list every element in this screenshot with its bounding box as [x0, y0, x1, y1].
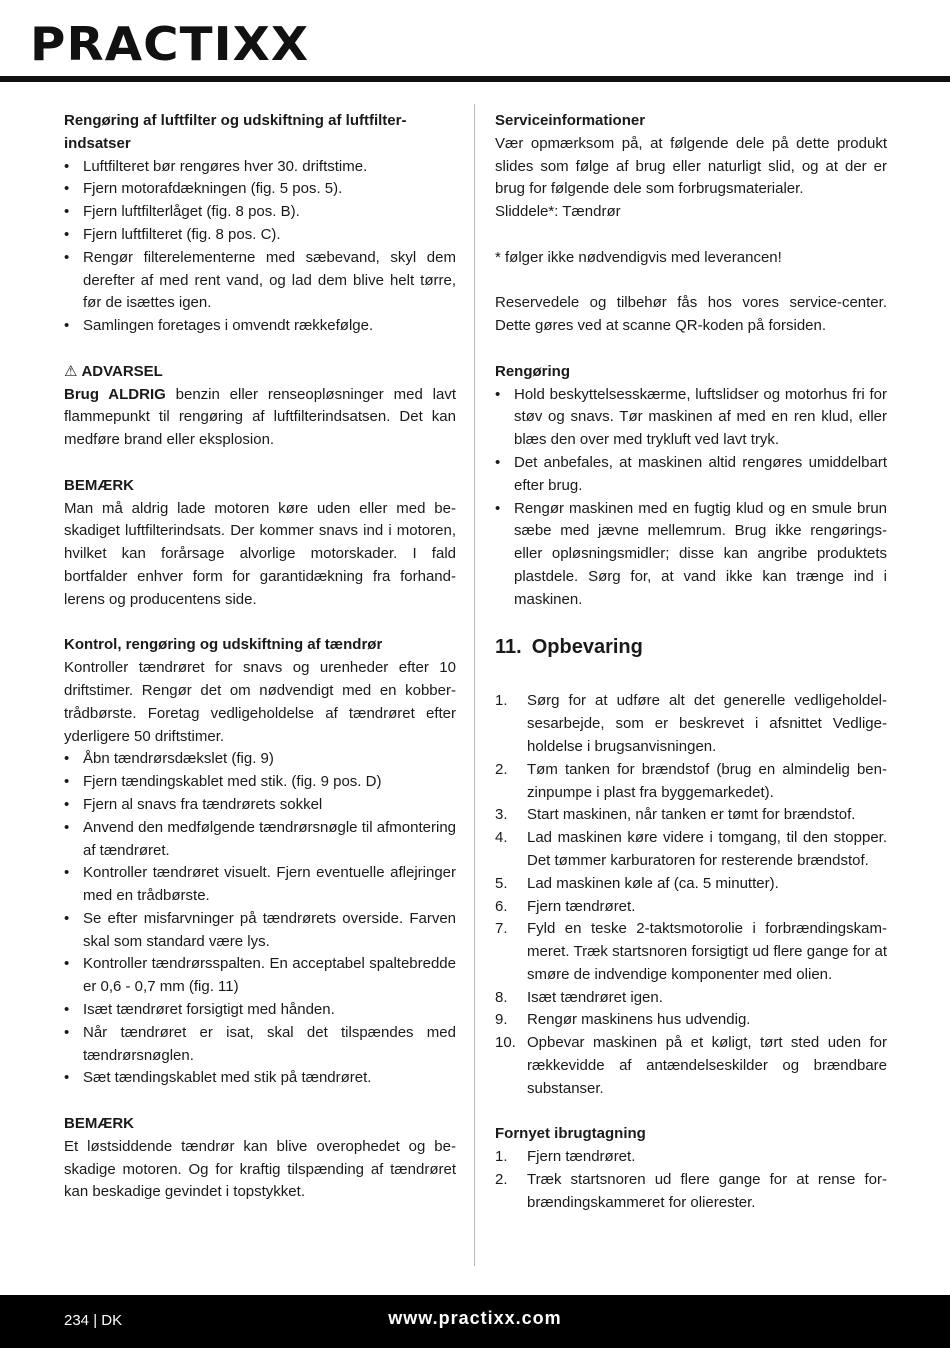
list-item-text: Fjern tændrøret.: [527, 897, 636, 915]
list-item: • Samlingen foretages i omvendt rækkefølge.: [64, 315, 456, 338]
list-item-number: 3.: [495, 806, 508, 824]
list-item-number: 4.: [495, 829, 508, 847]
list-item: [495, 873, 887, 896]
airfilter-heading: Rengøring af luftfilter og udskiftning af luftfilterindsatser: [64, 112, 407, 152]
list-item: • Fjern luftfilterlåget (fig. 8 pos. B).: [64, 201, 456, 224]
list-item-text: Lad maskinen køle af (ca. 5 minutter).: [527, 874, 779, 892]
storage-heading-number: 11.: [495, 636, 522, 659]
service-text: Vær opmærksom på, at følgende dele på dette produkt slides som følge af brug eller naturligt slid, og at der er brug for følgende dele som forbrugsmaterialer.: [495, 134, 887, 198]
list-item: [495, 1146, 887, 1169]
recommission-heading: Fornyet ibrugtagning: [495, 1125, 646, 1143]
warning-text: [64, 384, 456, 452]
list-item: [495, 1009, 887, 1032]
left-column: [64, 110, 456, 1227]
list-item: [495, 896, 887, 919]
warning-section: [64, 361, 456, 452]
list-item: • Isæt tændrøret forsigtigt med hånden.: [64, 999, 456, 1022]
warning-bold: Brug ALDRIG: [64, 385, 166, 403]
spark-list: [64, 748, 456, 1090]
list-item: • Kontroller tændrørsspalten. En acceptabel spaltebredde er 0,6 - 0,7 mm (fig. 11): [64, 953, 456, 999]
storage-heading: [495, 634, 887, 660]
warning-title: ADVARSEL: [81, 362, 163, 380]
page-footer: [0, 1295, 950, 1348]
recommission-section: [495, 1123, 887, 1214]
list-item-number: 5.: [495, 874, 508, 892]
list-item-number: 7.: [495, 920, 508, 938]
list-item-text: Fyld en teske 2-taktsmotorolie i forbrændingskammeret. Træk startsnoren forsigtigt ud flere gange for at smøre de indvendige komponenter med olien.: [527, 920, 887, 983]
note-text-1: Man må aldrig lade motoren køre uden eller med beskadiget luftfilterindsats. Der kommer snavs ind i motoren, hvilket kan forårsage alvorlige motorskader. I fald bortfalder enhver form for garantidækning fra forhandlerens og producentens side.: [64, 499, 456, 608]
list-item: • Rengør filterelementerne med sæbevand, skyl dem derefter af med rent vand, og lad dem blive helt tørre, før de isættes igen.: [64, 247, 456, 315]
airfilter-section: [64, 110, 456, 338]
spark-heading: Kontrol, rengøring og udskiftning af tændrør: [64, 636, 383, 654]
list-item-number: 9.: [495, 1011, 508, 1029]
list-item: • Kontroller tændrøret visuelt. Fjern eventuelle aflejringer med en trådbørste.: [64, 862, 456, 908]
list-item: • Hold beskyttelsesskærme, luftslidser og motorhus fri for støv og snavs. Tør maskinen af med en ren klud, eller blæs den over med trykluft ved lavt tryk.: [495, 384, 887, 452]
service-spares: Reservedele og tilbehør fås hos vores service-center. Dette gøres ved at scanne QR-koden på forsiden.: [495, 294, 887, 335]
cleaning-section: [495, 361, 887, 612]
list-item-text: Sørg for at udføre alt det generelle vedligeholdelsesarbejde, som er beskrevet i afsnittet Vedligeholdelse i brugsanvisningen.: [527, 692, 887, 755]
service-section: [495, 110, 887, 224]
list-item: [495, 690, 887, 758]
list-item-number: 2.: [495, 1171, 508, 1189]
list-item: • Åbn tændrørsdækslet (fig. 9): [64, 748, 456, 771]
list-item: • Fjern al snavs fra tændrørets sokkel: [64, 794, 456, 817]
footer-url: www.practixx.com: [388, 1308, 562, 1328]
list-item: [495, 804, 887, 827]
note-section-1: [64, 475, 456, 612]
list-item-number: 6.: [495, 897, 508, 915]
spark-text: Kontroller tændrøret for snavs og urenheder efter 10 driftstimer. Rengør det om nødvendigt med en kobbertrådbørste. Foretag vedligeholdelse af tændrøret efter yderligere 50 driftstimer.: [64, 659, 456, 745]
list-item: • Rengør maskinen med en fugtig klud og en smule brun sæbe med jævne mellemrum. Brug ikke rengørings- eller opløsningsmidler; disse kan angribe produktets plastdele. Sørg for, at vand ikke kan trænge ind i maskinen.: [495, 498, 887, 612]
list-item: • Fjern motorafdækningen (fig. 5 pos. 5).: [64, 178, 456, 201]
service-spares-section: [495, 292, 887, 338]
list-item: [495, 987, 887, 1010]
note-section-2: [64, 1113, 456, 1204]
brand-logo: PRACTIXX: [30, 17, 310, 71]
storage-section: [495, 690, 887, 1100]
list-item-text: Start maskinen, når tanken er tømt for brændstof.: [527, 806, 856, 824]
cleaning-heading: Rengøring: [495, 362, 570, 380]
note-heading-2: BEMÆRK: [64, 1115, 134, 1133]
storage-heading-title: Opbevaring: [531, 636, 643, 659]
service-wear-parts: Sliddele*: Tændrør: [495, 203, 621, 221]
list-item-text: Træk startsnoren ud flere gange for at rense forbrændingskammeret for olierester.: [527, 1171, 887, 1211]
list-item: [495, 827, 887, 873]
list-item: • Sæt tændingskablet med stik på tændrøret.: [64, 1067, 456, 1090]
list-item-number: 10.: [495, 1034, 516, 1052]
list-item: • Fjern luftfilteret (fig. 8 pos. C).: [64, 224, 456, 247]
list-item-text: Opbevar maskinen på et køligt, tørt sted uden for rækkevidde af antændelseskilder og brændbare substanser.: [527, 1034, 887, 1097]
list-item: • Se efter misfarvninger på tændrørets overside. Farven skal som standard være lys.: [64, 908, 456, 954]
list-item: [495, 1032, 887, 1100]
warning-triangle-icon: ⚠: [64, 362, 78, 380]
list-item: • Det anbefales, at maskinen altid rengøres umiddelbart efter brug.: [495, 452, 887, 498]
list-item-number: 1.: [495, 1148, 508, 1166]
list-item: • Når tændrøret er isat, skal det tilspændes med tændrørsnøglen.: [64, 1022, 456, 1068]
service-footnote: * følger ikke nødvendigvis med leverancen!: [495, 248, 782, 266]
list-item-text: Fjern tændrøret.: [527, 1148, 636, 1166]
service-footnote-section: [495, 247, 887, 270]
airfilter-list: [64, 156, 456, 338]
list-item: • Anvend den medfølgende tændrørsnøgle til afmontering af tændrøret.: [64, 817, 456, 863]
cleaning-list: [495, 384, 887, 612]
recommission-list: [495, 1146, 887, 1214]
header-rule: [0, 76, 950, 82]
warning-heading: [64, 361, 456, 384]
list-item: [495, 759, 887, 805]
list-item-text: Isæt tændrøret igen.: [527, 988, 663, 1006]
list-item-number: 2.: [495, 760, 508, 778]
list-item: • Fjern tændingskablet med stik. (fig. 9 pos. D): [64, 771, 456, 794]
service-heading: Serviceinformationer: [495, 112, 646, 129]
list-item-text: Tøm tanken for brændstof (brug en almindelig benzinpumpe i plast fra byggemarkedet).: [527, 760, 887, 801]
right-column: [495, 110, 887, 1237]
note-heading-1: BEMÆRK: [64, 476, 134, 494]
column-divider: [474, 104, 475, 1266]
list-item-number: 1.: [495, 692, 508, 710]
list-item-text: Rengør maskinens hus udvendig.: [527, 1011, 751, 1029]
list-item: [495, 918, 887, 986]
list-item: [495, 1169, 887, 1215]
spark-section: [64, 634, 456, 1090]
warning-body: benzin eller renseopløsninger med lavt flammepunkt til rengøring af luftfilterindsatsen. Det kan medføre brand eller eksplosion.: [64, 385, 456, 449]
list-item-number: 8.: [495, 988, 508, 1006]
list-item-text: Lad maskinen køre videre i tomgang, til den stopper. Det tømmer karburatoren for resterende brændstof.: [527, 829, 887, 869]
note-text-2: Et løstsiddende tændrør kan blive overophedet og beskadige motoren. Og for kraftig tilspænding af tændrøret kan beskadige gevindet i topstykket.: [64, 1137, 456, 1201]
list-item: • Luftfilteret bør rengøres hver 30. driftstime.: [64, 156, 456, 179]
page-number: 234 | DK: [64, 1312, 123, 1329]
storage-list: [495, 690, 887, 1100]
